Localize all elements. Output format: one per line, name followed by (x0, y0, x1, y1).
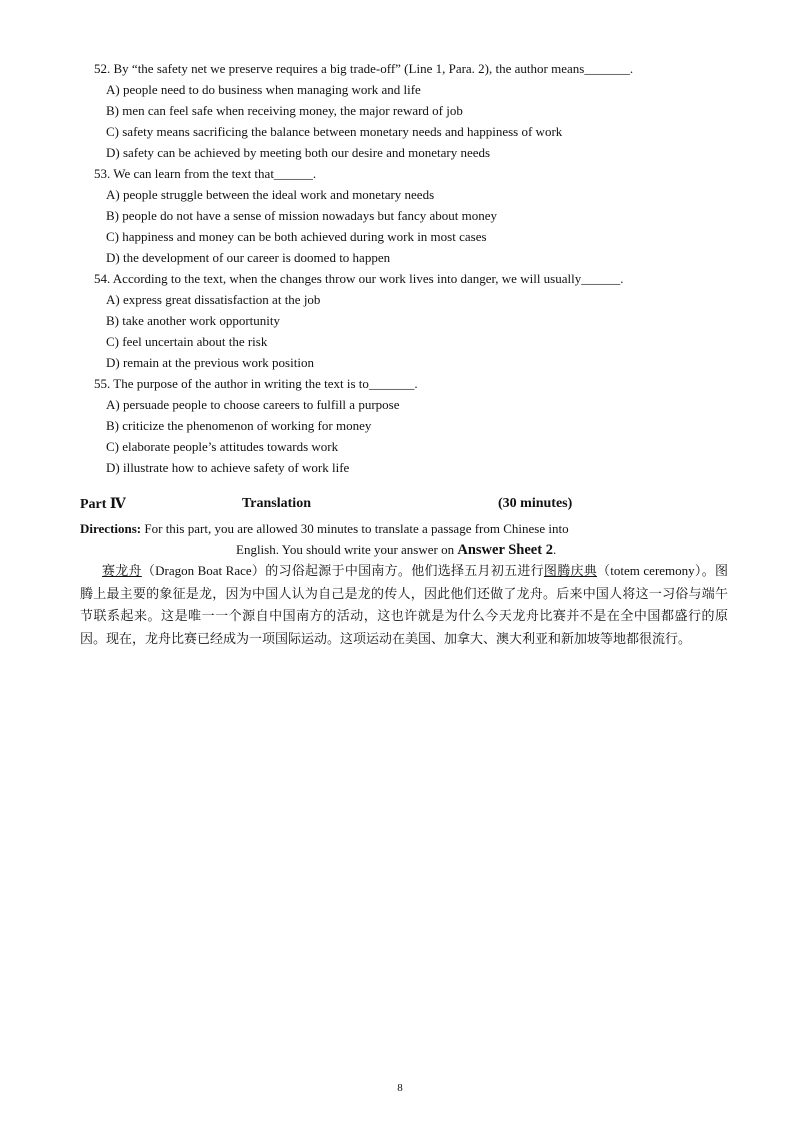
directions-end: . (552, 542, 557, 557)
question-stem: 55. The purpose of the author in writing the text is to_______. (94, 376, 418, 391)
passage-gloss-1: （Dragon Boat Race） (141, 563, 266, 578)
directions (80, 518, 730, 561)
option-a: A) express great dissatisfaction at the job (106, 292, 321, 307)
option-a: A) people struggle between the ideal work and monetary needs (106, 187, 435, 202)
passage-text-2: 。图腾上最主要的象征是龙，因为中国人认为自己是龙的传人，因此他们还做了龙舟。后来中国人将这一习俗与端午节联系起来。这是唯一一个源自中国南方的活动，这也许就是为什么今天龙舟比赛并不是在全中国都盛行的原因。现在，龙舟比赛已经成为一项国际运动。这项运动在美国、加拿大、澳大利亚和新加坡等地都很流行。 (80, 564, 728, 647)
directions-line-2 (80, 539, 730, 561)
question-53 (94, 163, 734, 268)
directions-label: Directions: (80, 521, 142, 536)
passage-text-1: 的习俗起源于中国南方。他们选择五月初五进行 (265, 564, 544, 579)
question-stem: 52. By “the safety net we preserve requires a big trade-off” (Line 1, Para. 2), the author means_______. (94, 61, 634, 76)
part-time: (30 minutes) (498, 496, 573, 511)
option-c: C) elaborate people’s attitudes towards work (106, 439, 339, 454)
passage-gloss-2: （totem ceremony） (597, 563, 702, 578)
option-b: B) take another work opportunity (106, 313, 281, 328)
option-d: D) remain at the previous work position (106, 355, 314, 370)
part-label: Part Ⅳ (80, 497, 126, 512)
option-a: A) persuade people to choose careers to fulfill a purpose (106, 397, 400, 412)
question-stem: 53. We can learn from the text that______. (94, 166, 317, 181)
option-c: C) safety means sacrificing the balance between monetary needs and happiness of work (106, 124, 563, 139)
question-stem: 54. According to the text, when the changes throw our work lives into danger, we will usually______. (94, 271, 624, 286)
translation-passage (80, 560, 728, 651)
option-b: B) criticize the phenomenon of working for money (106, 418, 372, 433)
directions-text-2: English. You should write your answer on (236, 542, 458, 557)
option-d: D) illustrate how to achieve safety of work life (106, 460, 350, 475)
option-c: C) happiness and money can be both achieved during work in most cases (106, 229, 487, 244)
option-c: C) feel uncertain about the risk (106, 334, 268, 349)
passage-term-1: 赛龙舟 (102, 564, 142, 579)
directions-text-1: For this part, you are allowed 30 minutes to translate a passage from Chinese into (141, 521, 569, 536)
page-number: 8 (397, 1082, 403, 1094)
directions-line-1 (80, 518, 730, 539)
option-d: D) the development of our career is doomed to happen (106, 250, 391, 265)
passage-term-2: 图腾庆典 (543, 564, 598, 579)
question-52 (94, 58, 734, 163)
question-55 (94, 373, 734, 478)
question-54 (94, 268, 734, 373)
part-title: Translation (242, 496, 311, 511)
answer-sheet-label: Answer Sheet 2 (457, 542, 553, 558)
option-b: B) people do not have a sense of mission nowadays but fancy about money (106, 208, 497, 223)
part-header (80, 496, 720, 518)
option-b: B) men can feel safe when receiving money, the major reward of job (106, 103, 463, 118)
option-d: D) safety can be achieved by meeting both our desire and monetary needs (106, 145, 491, 160)
question-list (94, 58, 734, 478)
option-a: A) people need to do business when managing work and life (106, 82, 421, 97)
